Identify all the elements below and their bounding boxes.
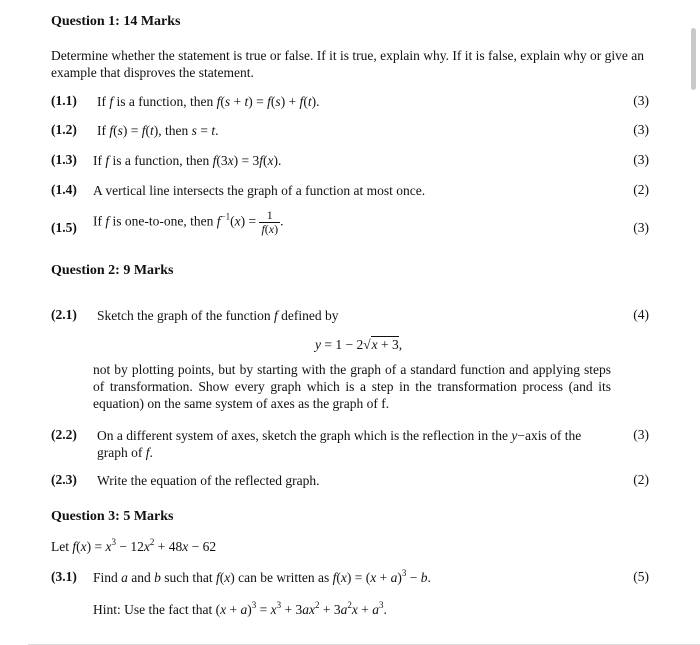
item-1-1-number: (1.1) — [51, 93, 77, 108]
item-3-1-statement: Find a and b such that f(x) can be written as $f(x) = (x + a)^3 - b$. — [93, 568, 431, 585]
item-1-4-statement: A vertical line intersects the graph of a function at most once. — [93, 183, 426, 198]
item-1-3-statement: If f is a function, then f(3x) = 3f(x). — [93, 153, 282, 168]
scrollbar[interactable] — [691, 28, 696, 90]
item-2-2-number: (2.2) — [51, 427, 77, 442]
item-2-2-statement: On a different system of axes, sketch the graph which is the reflection in the y−axis of the graph of f. — [97, 428, 582, 460]
fraction-one-over-f-of-x: $\frac{1}{f(x)}$ — [261, 208, 279, 236]
item-1-2-statement: If f(s) = f(t), then s = t. — [97, 123, 219, 138]
question-3-title: Question 3: 5 Marks — [51, 509, 174, 524]
item-1-3-marks: (3) — [633, 152, 649, 167]
item-1-1-statement: If f is a function, then f(s + t) = f(s) + f(t). — [97, 94, 320, 109]
item-1-5-statement: If f is one-to-one, then $f^{-1}(x)$ = $\frac{1}{f(x)}$ . — [93, 208, 284, 236]
item-1-4-marks: (2) — [633, 182, 649, 197]
question-3-function-definition: Let $f(x) = x^3 - 12x^2 + 48x - 62$ — [51, 537, 217, 554]
item-2-1-marks: (4) — [633, 307, 649, 322]
item-1-4-number: (1.4) — [51, 182, 77, 197]
item-2-1-number: (2.1) — [51, 307, 77, 322]
item-2-3-number: (2.3) — [51, 472, 77, 487]
item-1-2-number: (1.2) — [51, 122, 77, 137]
item-2-3-statement: Write the equation of the reflected graph. — [97, 473, 320, 488]
item-1-5-marks: (3) — [633, 220, 649, 235]
item-1-1-marks: (3) — [633, 93, 649, 108]
item-2-1-statement: Sketch the graph of the function f defined by — [97, 308, 339, 323]
item-3-1-number: (3.1) — [51, 569, 77, 584]
item-2-2-marks: (3) — [633, 427, 649, 442]
equation-y-equals: y = 1 − 2√x + 3, — [315, 337, 403, 352]
item-1-3-number: (1.3) — [51, 152, 77, 167]
item-2-1-continuation: not by plotting points, but by starting with the graph of a standard function and applying steps of transformation. Show every graph which is a step in the transformation process (and its equation) on the same system of axes as the graph of f. — [93, 362, 611, 411]
question-2-title: Question 2: 9 Marks — [51, 263, 174, 278]
item-2-3-marks: (2) — [633, 472, 649, 487]
question-1-intro: Determine whether the statement is true or false. If it is true, explain why. If it is false, explain why or give an example that disproves the statement. — [51, 48, 644, 80]
item-1-5-number: (1.5) — [51, 220, 77, 235]
item-3-1-hint: Hint: Use the fact that $(x + a)^3 = x^3 + 3ax^2 + 3a^2x + a^3$. — [93, 600, 387, 617]
question-1-title: Question 1: 14 Marks — [51, 14, 181, 29]
item-1-2-marks: (3) — [633, 122, 649, 137]
item-3-1-marks: (5) — [633, 569, 649, 584]
